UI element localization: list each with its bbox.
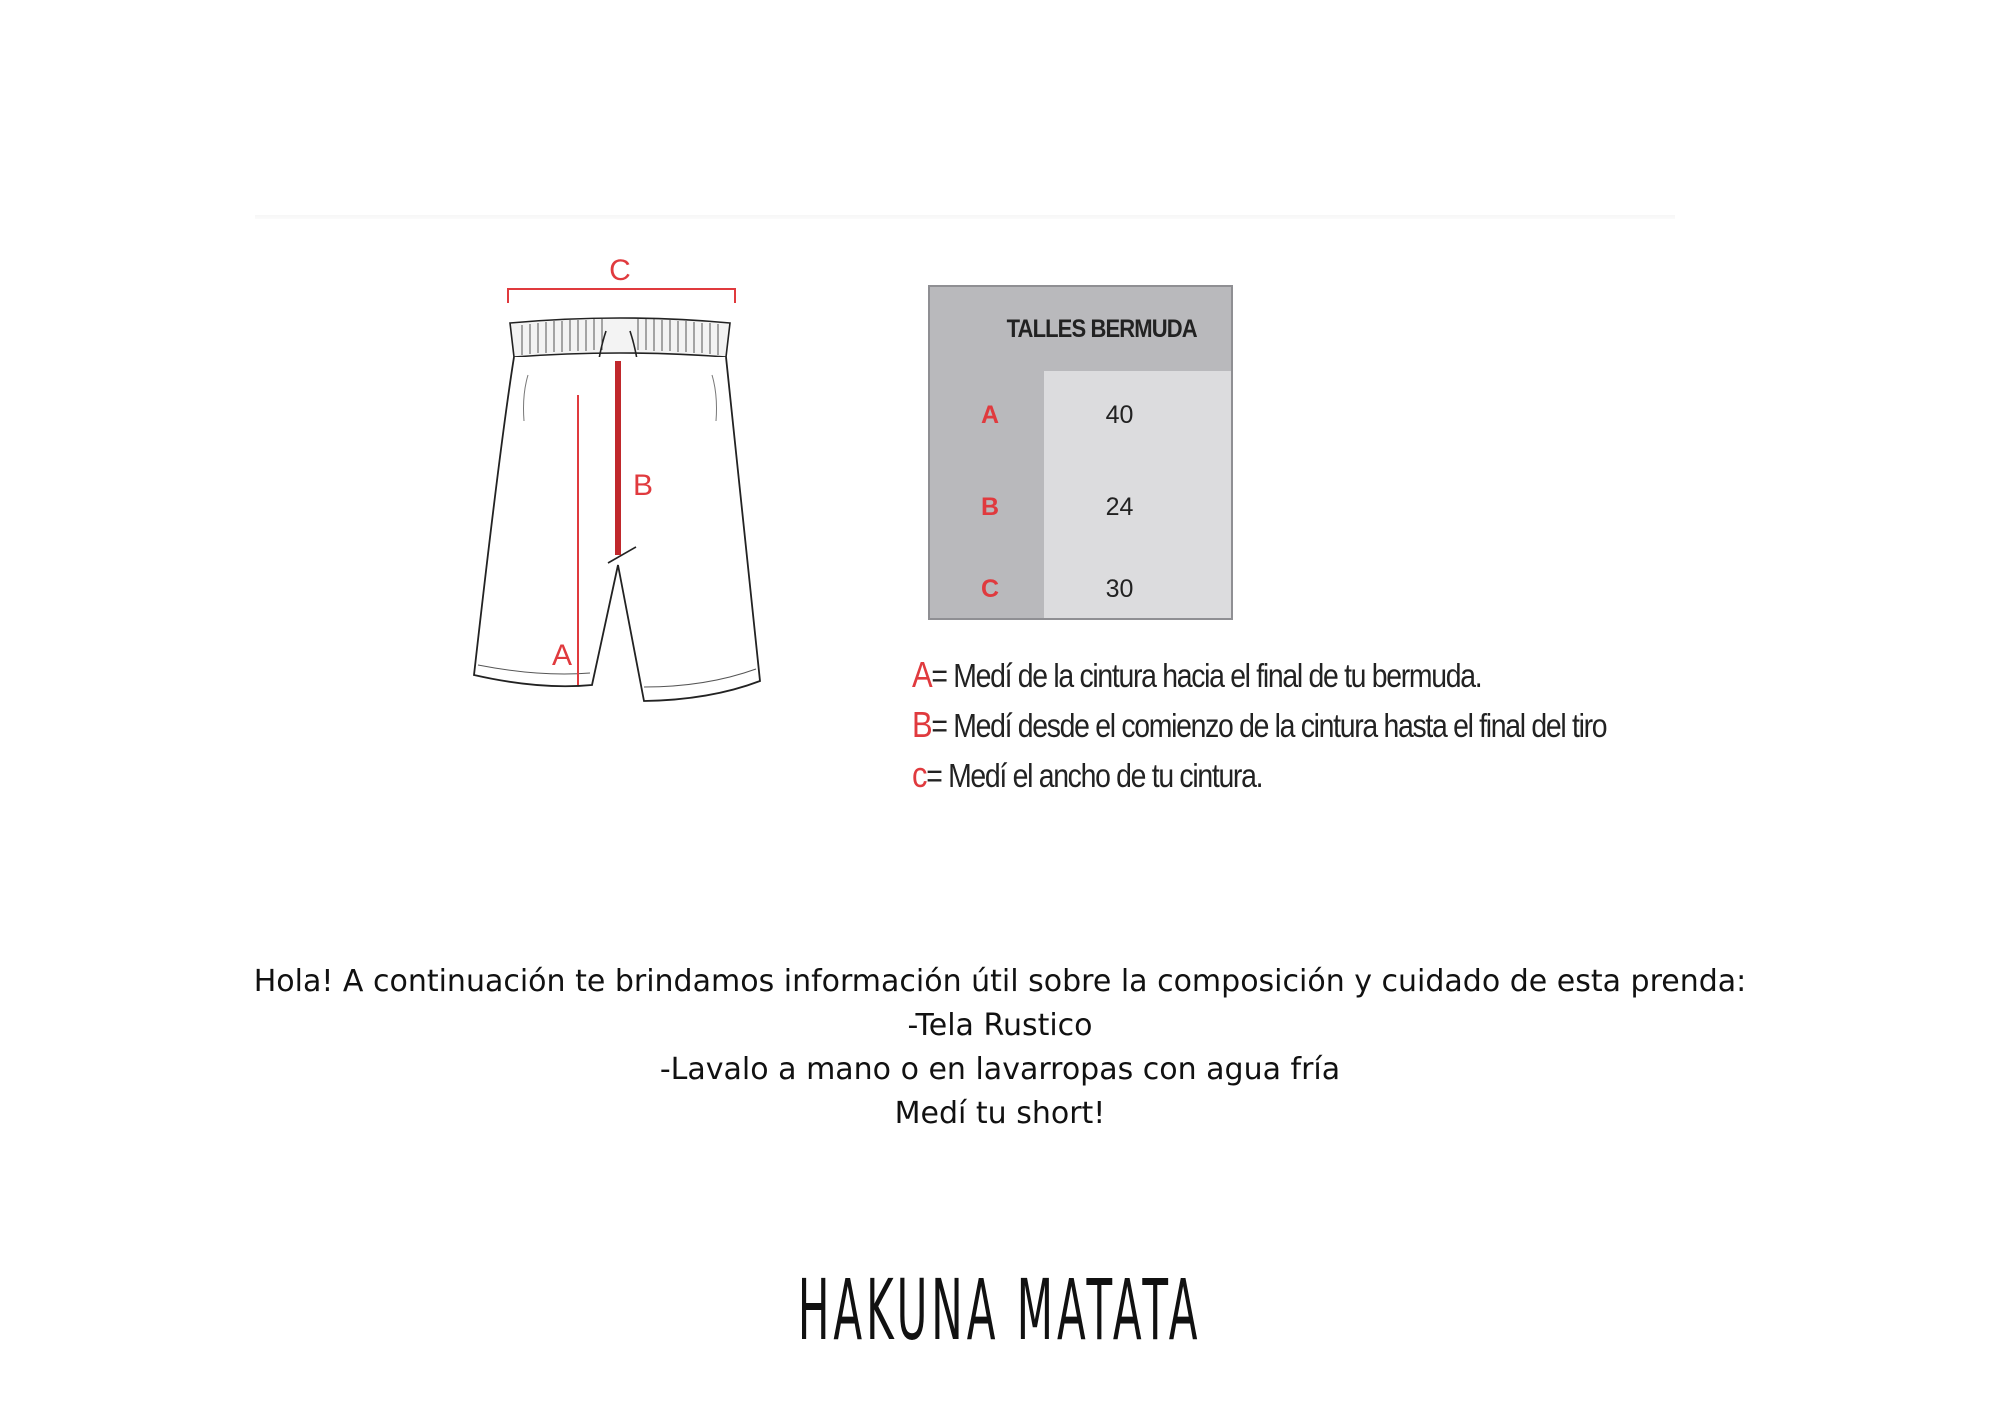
- brand-logo: [0, 1261, 2000, 1359]
- size-row-b: [930, 477, 1231, 537]
- legend-key: B: [912, 704, 932, 745]
- top-divider: [255, 215, 1675, 219]
- legend-text: = Medí de la cintura hacia el final de tu bermuda.: [931, 657, 1482, 694]
- shorts-illustration: [430, 245, 830, 725]
- measure-c-label: C: [609, 254, 631, 287]
- size-row-letter: B: [980, 493, 1000, 521]
- size-row-value: 24: [1105, 493, 1134, 521]
- size-row-a: [930, 385, 1231, 445]
- legend-item-c: [912, 750, 1531, 800]
- measure-b-label: B: [632, 469, 654, 502]
- brand-logo-text: HAKUNA MATATA: [798, 1261, 1202, 1359]
- waistband: [510, 318, 730, 357]
- legend-text: = Medí el ancho de tu cintura.: [926, 757, 1263, 794]
- measure-c-bracket: [508, 289, 735, 303]
- size-row-letter: A: [980, 401, 1000, 429]
- shorts-diagram: [430, 245, 830, 725]
- legend-key: c: [912, 754, 927, 795]
- size-table: [928, 285, 1233, 620]
- size-row-letter: C: [980, 575, 1000, 603]
- care-washing: -Lavalo a mano o en lavarropas con agua fría: [659, 1052, 1341, 1087]
- legend-key: A: [912, 654, 932, 695]
- care-info: [0, 960, 2000, 1136]
- size-table-title: TALLES BERMUDA: [1006, 314, 1197, 343]
- legend-item-b: [912, 700, 1607, 750]
- legend-text: = Medí desde el comienzo de la cintura hasta el final del tiro: [931, 707, 1607, 744]
- size-row-value: 40: [1105, 401, 1134, 429]
- measurement-legend: [912, 650, 1632, 800]
- size-row-c: [930, 559, 1231, 619]
- measure-a-label: A: [551, 639, 573, 672]
- care-fabric: -Tela Rustico: [907, 1008, 1093, 1043]
- care-intro: Hola! A continuación te brindamos información útil sobre la composición y cuidado de esta prenda:: [253, 964, 1747, 999]
- legend-item-a: [912, 650, 1531, 700]
- size-row-value: 30: [1105, 575, 1134, 603]
- care-measure-prompt: Medí tu short!: [894, 1096, 1106, 1131]
